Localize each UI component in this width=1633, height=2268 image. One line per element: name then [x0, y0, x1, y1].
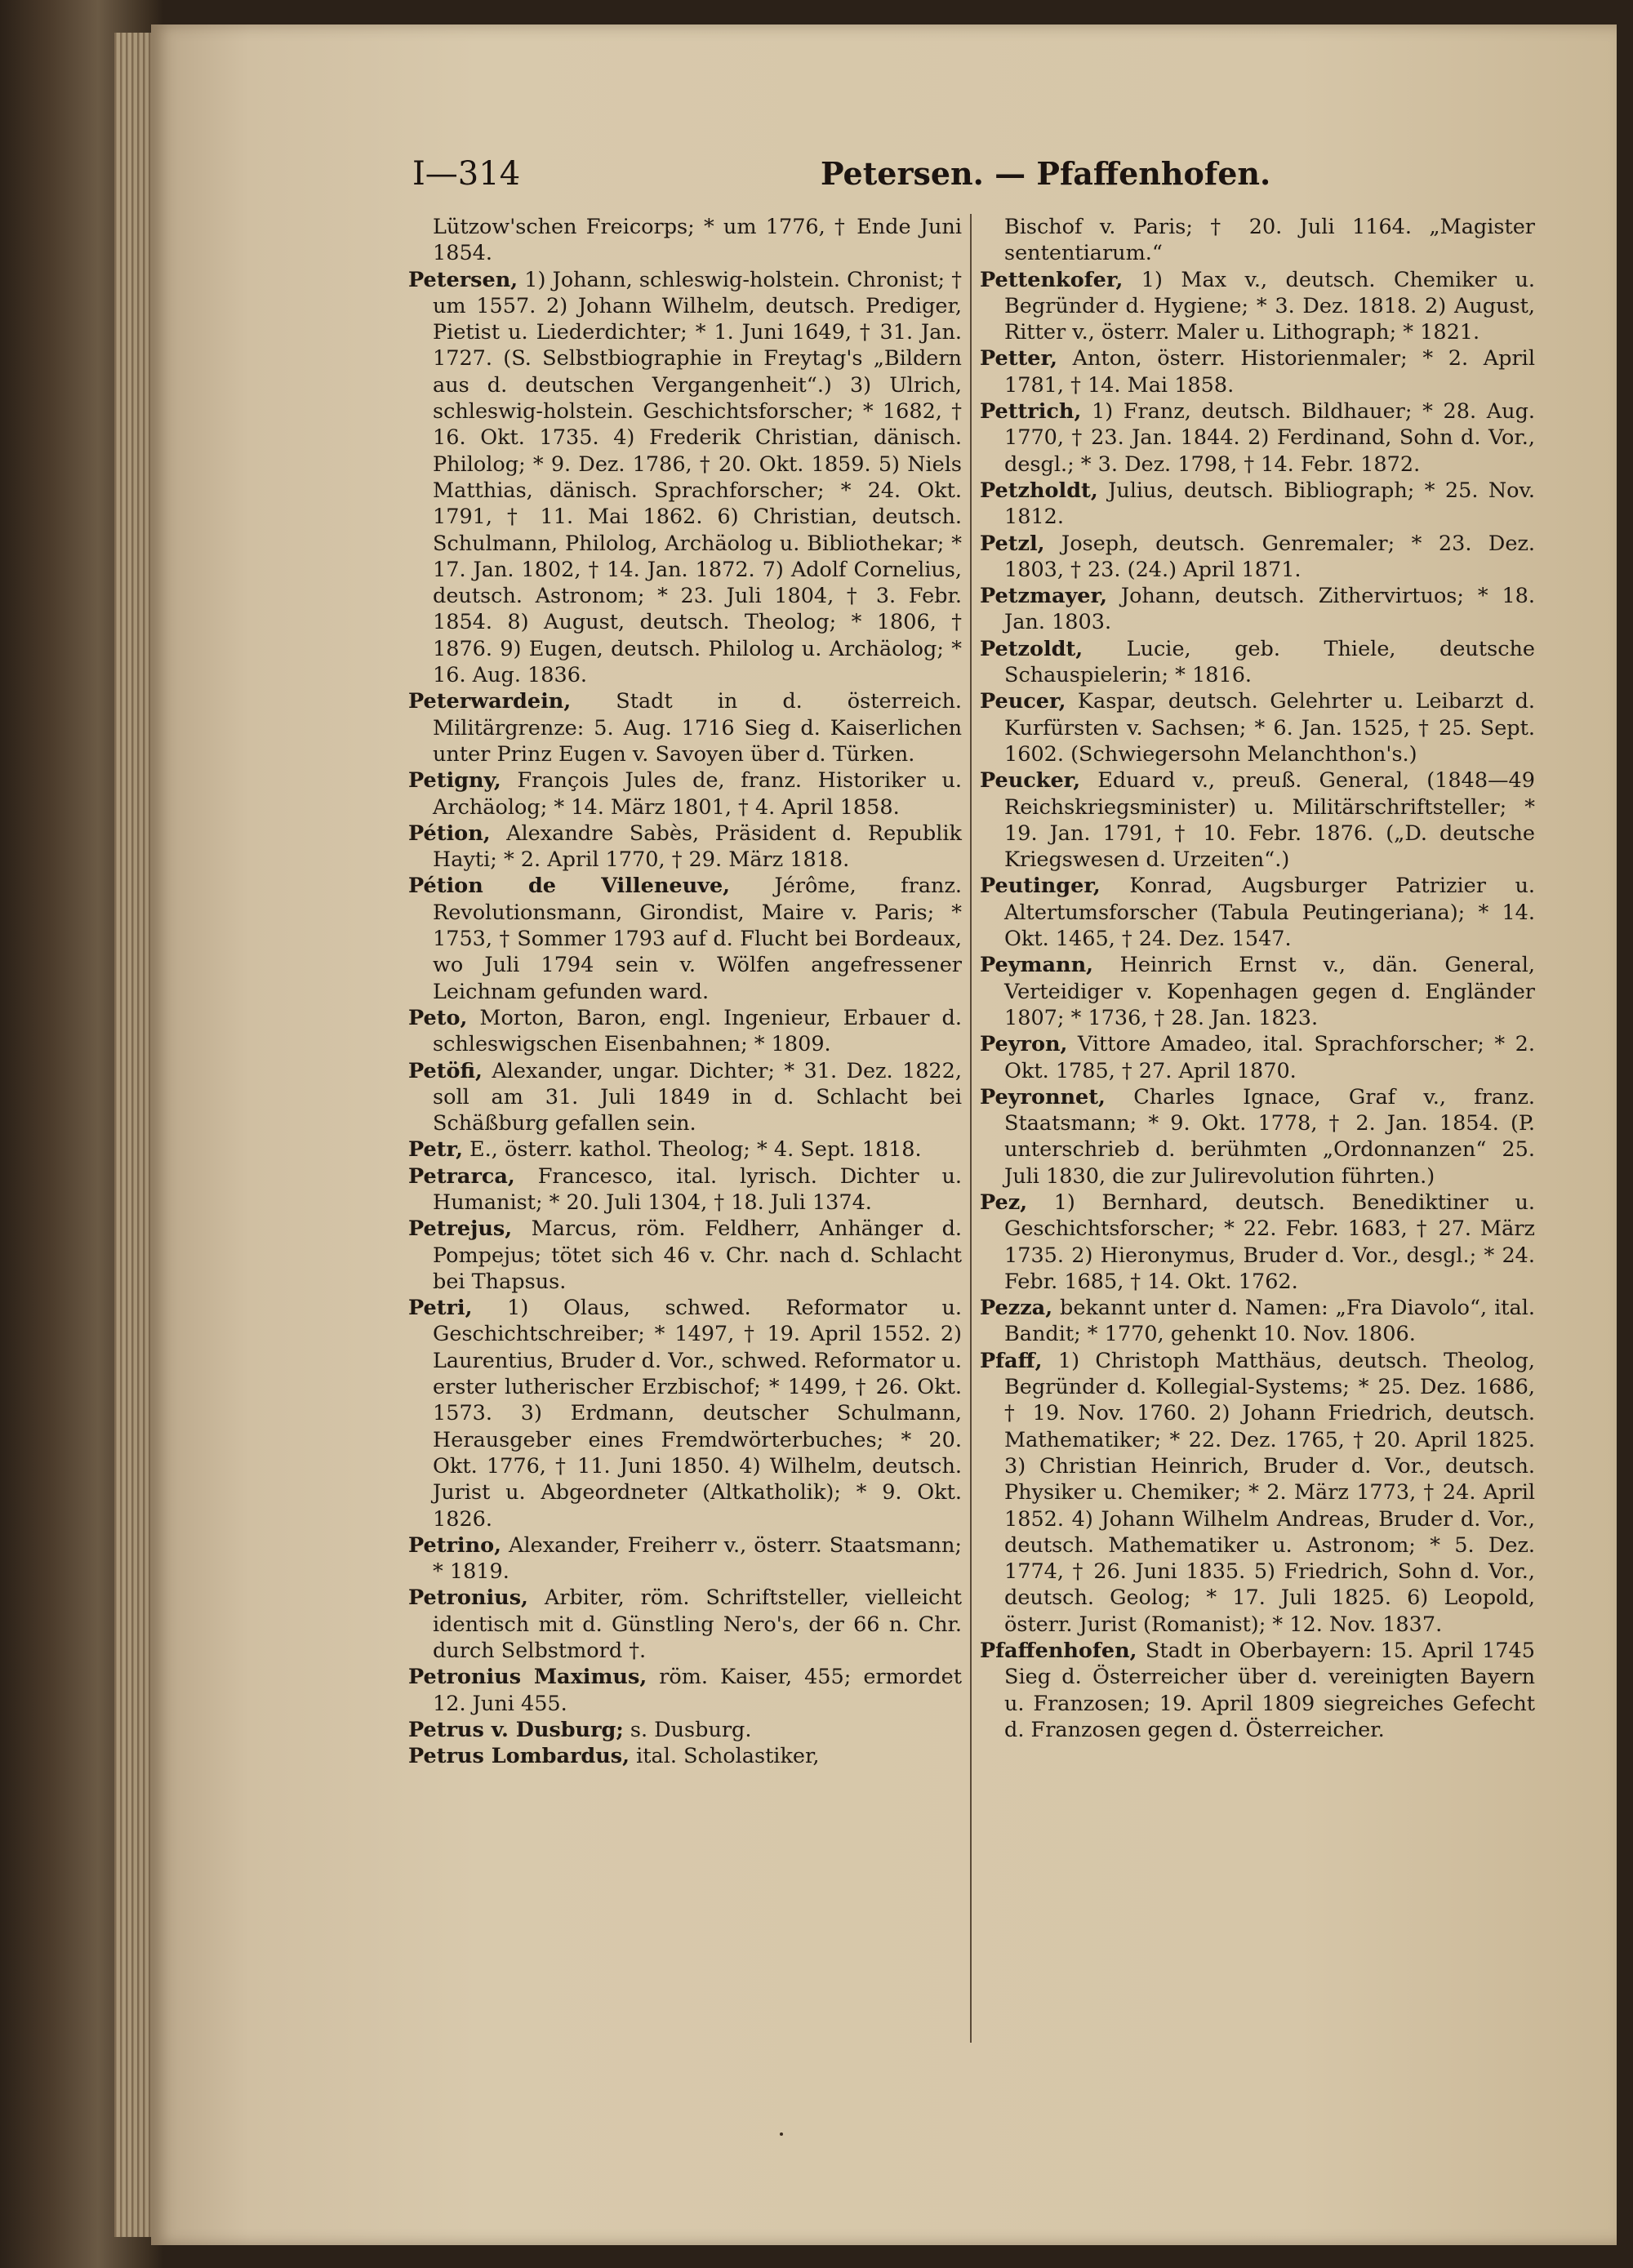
dictionary-entry: [408, 688, 962, 767]
dictionary-entry: [408, 767, 962, 820]
dictionary-entry: [980, 767, 1535, 873]
dictionary-entry: [408, 1717, 962, 1743]
entry-headword: Petzholdt,: [980, 478, 1098, 503]
entry-headword: Petrus Lombardus,: [408, 1744, 630, 1769]
dictionary-entry: [408, 873, 962, 1004]
dictionary-entry: [980, 583, 1535, 636]
entry-headword: Petronius Maximus,: [408, 1665, 647, 1690]
dictionary-entry: [980, 267, 1535, 346]
entry-headword: Petrus v. Dusburg;: [408, 1717, 624, 1742]
entry-text: 1) Franz, deutsch. Bildhauer; * 28. Aug. 1770, † 23. Jan. 1844. 2) Ferdinand, Sohn d. Vor., desgl.; * 3. Dez. 1798, † 14. Febr. 1872.: [1004, 399, 1535, 477]
entry-text: röm. Kaiser, 455; ermordet 12. Juni 455.: [433, 1665, 962, 1716]
entry-text: Eduard v., preuß. General, (1848—49 Reichskriegsminister) u. Militärschriftsteller; * 19. Jan. 1791, † 10. Febr. 1876. („D. deutsche Kriegswesen d. Urzeiten“.): [1004, 768, 1535, 873]
dictionary-entry: [408, 267, 962, 689]
entry-text: bekannt unter d. Namen: „Fra Diavolo“, ital. Bandit; * 1770, gehenkt 10. Nov. 1806.: [1004, 1296, 1535, 1347]
column-divider: [970, 214, 972, 2043]
entry-headword: Pezza,: [980, 1296, 1053, 1321]
entry-headword: Peyron,: [980, 1032, 1068, 1057]
entry-text: ital. Scholastiker,: [630, 1744, 820, 1769]
entry-headword: Petöfi,: [408, 1058, 483, 1083]
dictionary-entry: [408, 1743, 962, 1769]
entry-headword: Peymann,: [980, 953, 1093, 978]
entry-text: Stadt in d. österreich. Militärgrenze: 5. Aug. 1716 Sieg d. Kaiserlichen unter Prinz Eugen v. Savoyen über d. Türken.: [433, 689, 962, 767]
entry-text: 1) Johann, schleswig-holstein. Chronist; † um 1557. 2) Johann Wilhelm, deutsch. Prediger, Pietist u. Liederdichter; * 1. Juni 1649, † 31. Jan. 1727. (S. Selbstbiographie in Freytag's „Bildern aus d. deutschen Vergangenheit“.) 3) Ulrich, schleswig-holstein. Geschichtsforscher; * 1682, † 16. Okt. 1735. 4) Frederik Christian, dänisch. Philolog; * 9. Dez. 1786, † 20. Okt. 1859. 5) Niels Matthias, dänisch. Sprachforscher; * 24. Okt. 1791, † 11. Mai 1862. 6) Christian, deutsch. Schulmann, Philolog, Archäolog u. Bibliothekar; * 17. Jan. 1802, † 14. Jan. 1872. 7) Adolf Cornelius, deutsch. Astronom; * 23. Juli 1804, † 3. Febr. 1854. 8) August, deutsch. Theolog; * 1806, † 1876. 9) Eugen, deutsch. Philolog u. Archäolog; * 16. Aug. 1836.: [433, 267, 962, 688]
entry-text: Charles Ignace, Graf v., franz. Staatsmann; * 9. Okt. 1778, † 2. Jan. 1854. (P. unterschrieb d. berühmten „Ordonnanzen“ 25. Juli 1830, die zur Julirevolution führten.): [1004, 1084, 1535, 1189]
entry-text: Francesco, ital. lyrisch. Dichter u. Humanist; * 20. Juli 1304, † 18. Juli 1374.: [433, 1163, 962, 1215]
dictionary-entry: [980, 1348, 1535, 1638]
entry-headword: Petzl,: [980, 531, 1045, 556]
dictionary-entry: [408, 1136, 962, 1163]
entry-text: François Jules de, franz. Historiker u. Archäolog; * 14. März 1801, † 4. April 1858.: [433, 768, 962, 820]
entry-headword: Petronius,: [408, 1585, 528, 1611]
dictionary-entry: [408, 214, 962, 267]
entry-text: Vittore Amadeo, ital. Sprachforscher; * 2. Okt. 1785, † 27. April 1870.: [1004, 1032, 1535, 1083]
entry-headword: Petter,: [980, 346, 1057, 371]
dictionary-entry: [980, 531, 1535, 584]
entry-headword: Pez,: [980, 1190, 1028, 1215]
entry-headword: Peterwardein,: [408, 689, 572, 714]
entry-text: Arbiter, röm. Schriftsteller, vielleicht identisch mit d. Günstling Nero's, der 66 n. Chr. durch Selbstmord †.: [433, 1585, 962, 1664]
entry-text: Lützow'schen Freicorps; * um 1776, † Ende Juni 1854.: [433, 215, 962, 266]
dictionary-entry: [980, 1084, 1535, 1190]
dictionary-entry: [408, 1005, 962, 1058]
entry-text: Kaspar, deutsch. Gelehrter u. Leibarzt d. Kurfürsten v. Sachsen; * 6. Jan. 1525, † 25. Sept. 1602. (Schwiegersohn Melanchthon's.): [1004, 689, 1535, 767]
entry-headword: Petrarca,: [408, 1163, 515, 1189]
entry-text: Joseph, deutsch. Genremaler; * 23. Dez. 1803, † 23. (24.) April 1871.: [1004, 531, 1535, 582]
entry-text: Anton, österr. Historienmaler; * 2. April 1781, † 14. Mai 1858.: [1004, 346, 1535, 398]
dictionary-entry: [980, 398, 1535, 478]
entry-headword: Petrejus,: [408, 1216, 513, 1242]
dictionary-entry: [980, 345, 1535, 398]
entry-headword: Peyronnet,: [980, 1084, 1106, 1110]
entry-text: Marcus, röm. Feldherr, Anhänger d. Pompejus; tötet sich 46 v. Chr. nach d. Schlacht bei Thapsus.: [433, 1216, 962, 1294]
entry-headword: Petersen,: [408, 267, 518, 292]
entry-headword: Petzoldt,: [980, 636, 1083, 661]
entry-headword: Pfaffenhofen,: [980, 1639, 1137, 1664]
dictionary-entry: [980, 952, 1535, 1031]
entry-text: Johann, deutsch. Zithervirtuos; * 18. Jan. 1803.: [1004, 584, 1535, 635]
entry-text: Bischof v. Paris; † 20. Juli 1164. „Magister sententiarum.“: [1004, 215, 1535, 266]
entry-text: Alexandre Sabès, Präsident d. Republik Hayti; * 2. April 1770, † 29. März 1818.: [433, 820, 962, 873]
entry-headword: Peto,: [408, 1005, 468, 1030]
entry-headword: Peucker,: [980, 768, 1081, 794]
dictionary-entry: [980, 873, 1535, 952]
entry-headword: Petigny,: [408, 768, 501, 794]
dictionary-entry: [408, 820, 962, 874]
dictionary-entry: [980, 214, 1535, 267]
right-column: [980, 214, 1535, 1743]
ink-speck: [780, 2132, 783, 2136]
dictionary-entry: [408, 1163, 962, 1216]
entry-headword: Pettenkofer,: [980, 267, 1124, 292]
entry-headword: Peutinger,: [980, 874, 1101, 899]
entry-text: Morton, Baron, engl. Ingenieur, Erbauer d. schleswigschen Eisenbahnen; * 1809.: [433, 1005, 962, 1057]
entry-text: Heinrich Ernst v., dän. General, Verteidiger v. Kopenhagen gegen d. Engländer 1807; * 1736, † 28. Jan. 1823.: [1004, 953, 1535, 1030]
running-title: Petersen. — Pfaffenhofen.: [821, 155, 1271, 192]
entry-headword: Pétion de Villeneuve,: [408, 874, 731, 899]
dictionary-entry: [980, 1190, 1535, 1295]
entry-headword: Petr,: [408, 1137, 463, 1163]
entry-text: 1) Bernhard, deutsch. Benediktiner u. Geschichtsforscher; * 22. Febr. 1683, † 27. März 1735. 2) Hieronymus, Bruder d. Vor., desgl.; * 24. Febr. 1685, † 14. Okt. 1762.: [1004, 1190, 1535, 1294]
entry-headword: Petrino,: [408, 1532, 502, 1558]
entry-headword: Pfaff,: [980, 1348, 1043, 1373]
dictionary-entry: [408, 1585, 962, 1664]
page-number: I—314: [412, 155, 521, 193]
dictionary-entry: [408, 1058, 962, 1137]
dictionary-entry: [980, 688, 1535, 767]
dictionary-entry: [408, 1216, 962, 1295]
entry-text: E., österr. kathol. Theolog; * 4. Sept. 1818.: [462, 1137, 922, 1163]
entry-text: Alexander, Freiherr v., österr. Staatsmann; * 1819.: [433, 1532, 962, 1585]
entry-text: 1) Olaus, schwed. Reformator u. Geschichtschreiber; * 1497, † 19. April 1552. 2) Laurentius, Bruder d. Vor., schwed. Reformator u. erster lutherischer Erzbischof; * 1499, † 26. Okt. 1573. 3) Erdmann, deutscher Schulmann, Herausgeber eines Fremdwörterbuches; * 20. Okt. 1776, † 11. Juni 1850. 4) Wilhelm, deutsch. Jurist u. Abgeordneter (Altkatholik); * 9. Okt. 1826.: [433, 1296, 962, 1532]
entry-headword: Pettrich,: [980, 399, 1082, 425]
entry-text: Lucie, geb. Thiele, deutsche Schauspielerin; * 1816.: [1004, 636, 1535, 688]
entry-text: Julius, deutsch. Bibliograph; * 25. Nov. 1812.: [1004, 478, 1535, 530]
dictionary-entry: [980, 1031, 1535, 1084]
entry-text: Stadt in Oberbayern: 15. April 1745 Sieg d. Österreicher über d. vereinigten Bayern u. Franzosen; 19. April 1809 siegreiches Gefecht d. Franzosen gegen d. Österreicher.: [1004, 1639, 1535, 1742]
entry-text: Alexander, ungar. Dichter; * 31. Dez. 1822, soll am 31. Juli 1849 in d. Schlacht bei Schäßburg gefallen sein.: [433, 1058, 962, 1136]
entry-text: s. Dusburg.: [623, 1717, 752, 1742]
dictionary-entry: [408, 1295, 962, 1532]
entry-text: Konrad, Augsburger Patrizier u. Altertumsforscher (Tabula Peutingeriana); * 14. Okt. 1465, † 24. Dez. 1547.: [1004, 874, 1535, 952]
dictionary-entry: [980, 636, 1535, 689]
entry-headword: Pétion,: [408, 820, 491, 846]
dictionary-entry: [408, 1532, 962, 1585]
entry-text: Jérôme, franz. Revolutionsmann, Girondist, Maire v. Paris; * 1753, † Sommer 1793 auf d. Flucht bei Bordeaux, wo Juli 1794 sein v. Wölfen angefressener Leichnam gefunden ward.: [433, 874, 962, 1004]
dictionary-entry: [980, 478, 1535, 531]
entry-text: 1) Max v., deutsch. Chemiker u. Begründer d. Hygiene; * 3. Dez. 1818. 2) August, Ritter v., österr. Maler u. Lithograph; * 1821.: [1004, 267, 1535, 345]
entry-headword: Petzmayer,: [980, 584, 1107, 609]
dictionary-entry: [980, 1295, 1535, 1348]
dictionary-entry: [980, 1638, 1535, 1743]
entry-text: 1) Christoph Matthäus, deutsch. Theolog, Begründer d. Kollegial-Systems; * 25. Dez. 1686, † 19. Nov. 1760. 2) Johann Friedrich, deutsch. Mathematiker; * 22. Dez. 1765, † 20. April 1825. 3) Christian Heinrich, Bruder d. Vor., deutsch. Physiker u. Chemiker; * 2. März 1773, † 24. April 1852. 4) Johann Wilhelm Andreas, Bruder d. Vor., deutsch. Mathematiker u. Astronom; * 5. Dez. 1774, † 26. Juni 1835. 5) Friedrich, Sohn d. Vor., deutsch. Geolog; * 17. Juli 1825. 6) Leopold, österr. Jurist (Romanist); * 12. Nov. 1837.: [1004, 1348, 1535, 1637]
entry-headword: Petri,: [408, 1296, 473, 1321]
dictionary-entry: [408, 1664, 962, 1717]
page-header: [412, 155, 1588, 196]
entry-headword: Peucer,: [980, 689, 1066, 714]
left-column: [408, 214, 962, 1770]
